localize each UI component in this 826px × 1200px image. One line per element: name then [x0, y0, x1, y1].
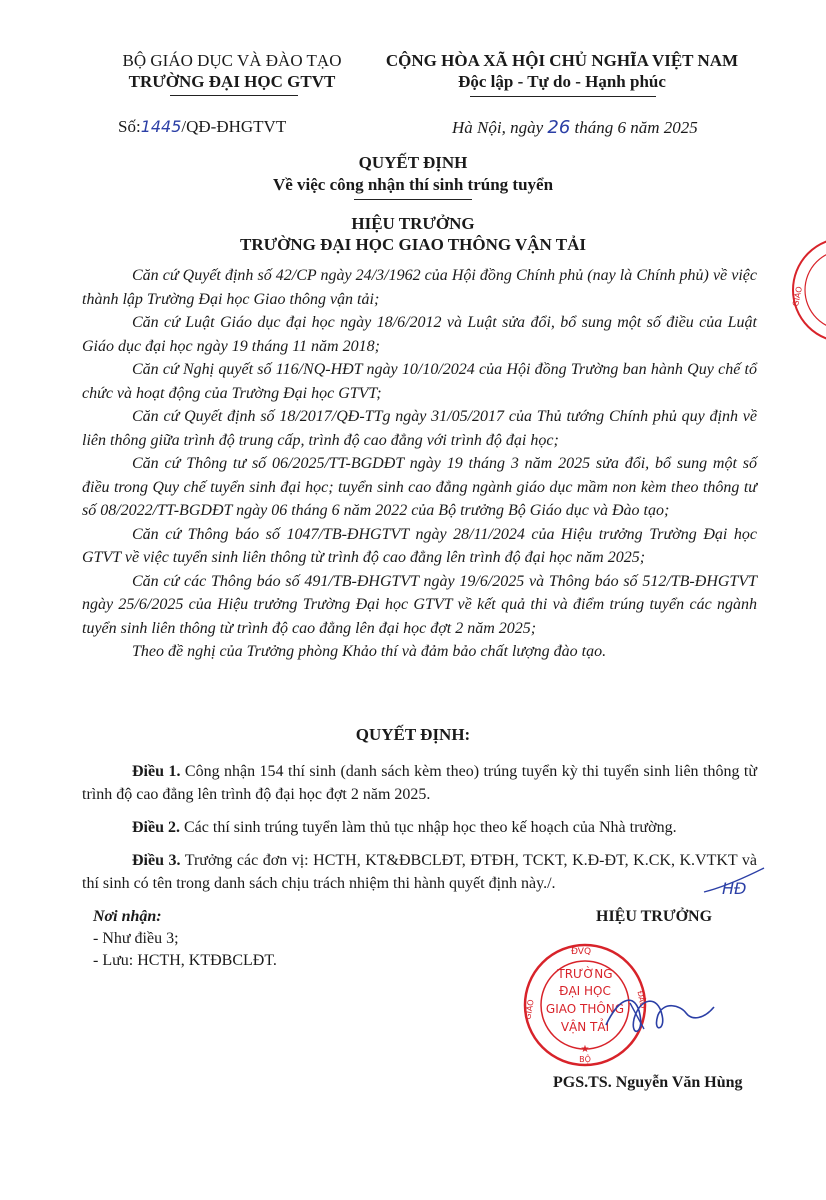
stamp-line: VẬN TẢI: [560, 1020, 610, 1034]
authority-institution: TRƯỜNG ĐẠI HỌC GIAO THÔNG VẬN TẢI: [239, 235, 587, 254]
article-label: Điều 3.: [132, 852, 181, 869]
recipients-heading: Nơi nhận:: [93, 908, 162, 925]
articles: [82, 760, 757, 905]
document-date: [452, 117, 698, 138]
initials-text: HĐ: [722, 879, 747, 898]
recipient-item: - Như điều 3;: [93, 930, 179, 947]
article-text: Trưởng các đơn vị: HCTH, KT&ĐBCLĐT, ĐTĐH, TCKT, K.Đ-ĐT, K.CK, K.VTKT và thí sinh có tên trong danh sách chịu trách nhiệm thi hành quyết định này./.: [82, 852, 757, 892]
signer-title: HIỆU TRƯỞNG: [596, 908, 713, 925]
preamble-item: Căn cứ các Thông báo số 491/TB-ĐHGTVT ngày 19/6/2025 và Thông báo số 512/TB-ĐHGTVT ngày 25/6/2025 của Hiệu trưởng Trường Đại học GTVT về kết quả thi và điểm trúng tuyển các ngành tuyển sinh liên thông từ trình độ cao đẳng lên đại học đợt 2 năm 2025;: [82, 572, 757, 637]
header-left-rule: [170, 95, 298, 96]
stamp-ring-top-text: ĐVQ: [570, 947, 592, 957]
stamp-line: GIAO THÔNG: [545, 1002, 625, 1016]
date-day-handwritten: 26: [547, 117, 571, 138]
preamble-item: Căn cứ Thông tư số 06/2025/TT-BGDĐT ngày 19 tháng 3 năm 2025 sửa đổi, bổ sung một số điều trong Quy chế tuyển sinh đại học; tuyển sinh cao đẳng ngành giáo dục mầm non kèm theo thông tư số 08/2022/TT-BGDĐT ngày 06 tháng 6 năm 2022 của Bộ trưởng Bộ Giáo dục và Đào tạo;: [82, 455, 757, 519]
document-number: [118, 117, 286, 137]
date-suffix: tháng 6 năm 2025: [574, 118, 698, 137]
stamp-star-icon: ★: [580, 1044, 590, 1055]
preamble: [82, 264, 757, 664]
number-suffix: /QĐ-ĐHGTVT: [181, 117, 287, 136]
article-label: Điều 1.: [132, 763, 181, 780]
signer-name: PGS.TS. Nguyễn Văn Hùng: [553, 1074, 743, 1091]
date-prefix: Hà Nội, ngày: [452, 118, 544, 137]
initials-scribble: [700, 862, 770, 902]
stamp-ring-left-text: GIÁO: [523, 998, 536, 1021]
ministry-name: BỘ GIÁO DỤC VÀ ĐÀO TẠO: [122, 51, 342, 70]
article-label: Điều 2.: [132, 819, 180, 836]
preamble-item: Căn cứ Luật Giáo dục đại học ngày 18/6/2012 và Luật sửa đổi, bổ sung một số điều của Luật Giáo dục đại học ngày 19 tháng 11 năm 2018;: [82, 314, 757, 355]
stamp-line: ĐẠI HỌC: [559, 984, 611, 998]
article-text: Công nhận 154 thí sinh (danh sách kèm theo) trúng tuyển kỳ thi tuyển sinh liên thông từ trình độ cao đẳng lên trình độ đại học đợt 2 năm 2025.: [82, 763, 758, 803]
side-stamp-fragment: [787, 235, 826, 345]
national-motto: Độc lập - Tự do - Hạnh phúc: [458, 72, 666, 91]
article-3: [82, 849, 757, 895]
number-prefix: Số:: [118, 117, 141, 136]
country-name: CỘNG HÒA XÃ HỘI CHỦ NGHĨA VIỆT NAM: [385, 51, 739, 70]
recipients: [93, 906, 277, 972]
stamp-ring-right-text: ĐÀO: [635, 990, 648, 1010]
authority-title: HIỆU TRƯỞNG: [351, 214, 475, 233]
doc-subject: Về việc công nhận thí sinh trúng tuyển: [272, 175, 554, 194]
stamp-line: TRƯỜNG: [557, 967, 613, 981]
preamble-item: Căn cứ Quyết định số 18/2017/QĐ-TTg ngày 31/05/2017 của Thủ tướng Chính phủ quy định về liên thông giữa trình độ trung cấp, trình độ cao đẳng với trình độ đại học;: [82, 408, 757, 449]
article-2: [82, 816, 757, 839]
side-stamp-text: GIÁO: [791, 285, 805, 308]
header-right-rule: [470, 96, 656, 97]
handwritten-signature: [600, 985, 720, 1045]
preamble-item: Căn cứ Thông báo số 1047/TB-ĐHGTVT ngày 28/11/2024 của Hiệu trưởng Trường Đại học GTVT về việc tuyển sinh liên thông từ trình độ cao đẳng lên trình độ đại học năm 2025;: [82, 525, 757, 566]
university-name: TRƯỜNG ĐẠI HỌC GTVT: [128, 72, 336, 91]
doc-type-title: QUYẾT ĐỊNH: [358, 153, 468, 172]
stamp-ring-bottom-text: BỘ: [579, 1055, 591, 1064]
article-text: Các thí sinh trúng tuyển làm thủ tục nhập học theo kế hoạch của Nhà trường.: [180, 819, 677, 836]
preamble-item: Căn cứ Quyết định số 42/CP ngày 24/3/1962 của Hội đồng Chính phủ (nay là Chính phủ) về việc thành lập Trường Đại học Giao thông vận tải;: [82, 267, 757, 308]
recipient-item: - Lưu: HCTH, KTĐBCLĐT.: [93, 952, 277, 969]
article-1: [82, 760, 757, 806]
number-handwritten: 1445: [140, 117, 182, 136]
preamble-item: Theo đề nghị của Trưởng phòng Khảo thí và đảm bảo chất lượng đào tạo.: [132, 643, 607, 660]
decision-heading: QUYẾT ĐỊNH:: [355, 725, 471, 744]
header-left: [82, 50, 382, 92]
header-right: [362, 50, 762, 92]
preamble-item: Căn cứ Nghị quyết số 116/NQ-HĐT ngày 10/10/2024 của Hội đồng Trường ban hành Quy chế tổ chức và hoạt động của Trường Đại học GTVT;: [82, 361, 757, 402]
subject-rule: [354, 199, 472, 200]
